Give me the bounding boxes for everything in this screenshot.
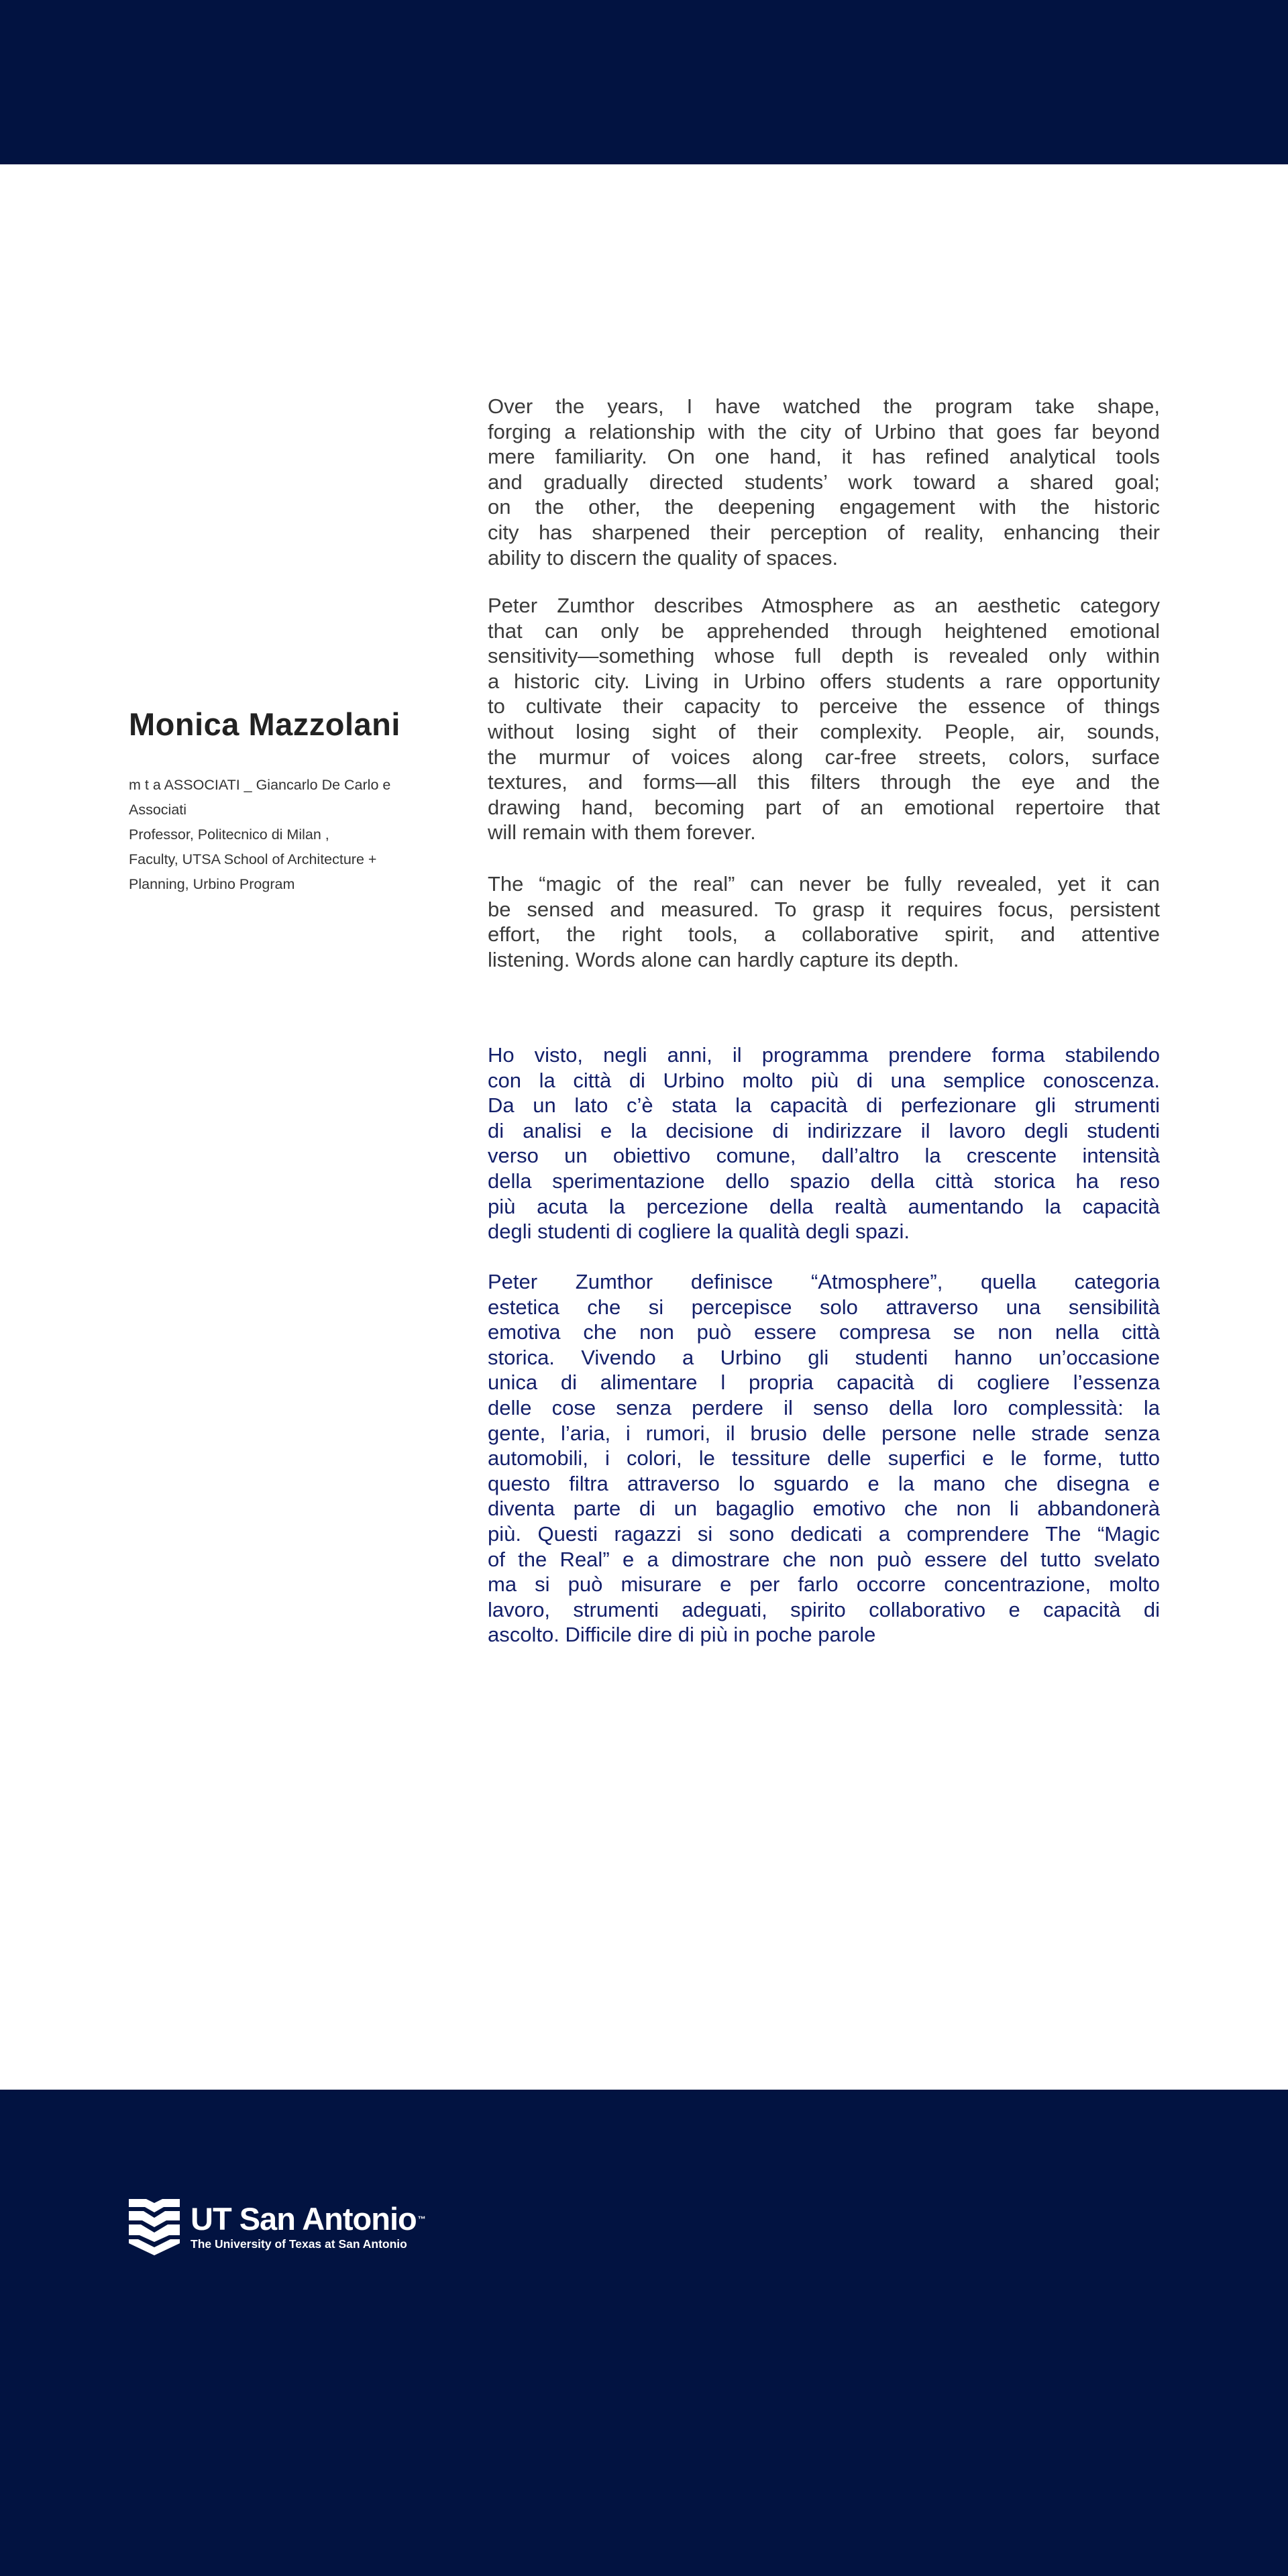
text-line: ascolto. Difficile dire di più in poche parole bbox=[488, 1623, 876, 1647]
text-line: diventa parte di un bagaglio emotivo che non li abbandonerà bbox=[488, 1497, 1160, 1521]
text-line: Da un lato c’è stata la capacità di perfezionare gli strumenti bbox=[488, 1093, 1160, 1118]
text-line: be sensed and measured. To grasp it requires focus, persistent bbox=[488, 897, 1160, 921]
text-line: unica di alimentare l propria capacità di cogliere l’essenza bbox=[488, 1371, 1160, 1395]
text-line: delle cose senza perdere il senso della loro complessità: la bbox=[488, 1395, 1160, 1419]
text-line: the murmur of voices along car-free streets, colors, surface bbox=[488, 745, 1160, 769]
footer-banner bbox=[0, 2090, 1288, 2576]
text-line: questo filtra attraverso lo sguardo e la mano che disegna e bbox=[488, 1471, 1160, 1495]
english-paragraph-2 bbox=[488, 593, 1160, 845]
text-line: textures, and forms—all this filters through the eye and the bbox=[488, 770, 1160, 794]
text-line: The “magic of the real” can never be fully revealed, yet it can bbox=[488, 872, 1160, 896]
text-line: emotiva che non può essere compresa se non nella città bbox=[488, 1320, 1160, 1344]
affiliation-line: Associati bbox=[129, 802, 187, 818]
italian-paragraph-2 bbox=[488, 1269, 1160, 1648]
affiliation-line: Planning, Urbino Program bbox=[129, 876, 295, 892]
text-line: Peter Zumthor definisce “Atmosphere”, quella categoria bbox=[488, 1270, 1160, 1293]
text-line: that can only be apprehended through heightened emotional bbox=[488, 619, 1160, 643]
affiliation-line: m t a ASSOCIATI _ Giancarlo De Carlo e bbox=[129, 777, 391, 793]
text-line: gente, l’aria, i rumori, il brusio delle persone nelle strade senza bbox=[488, 1421, 1160, 1445]
text-line: a historic city. Living in Urbino offers students a rare opportunity bbox=[488, 669, 1160, 693]
text-line: on the other, the deepening engagement with the historic bbox=[488, 495, 1160, 519]
text-line: di analisi e la decisione di indirizzare il lavoro degli studenti bbox=[488, 1118, 1160, 1142]
text-line: Over the years, I have watched the program take shape, bbox=[488, 394, 1160, 418]
affiliation-line: Faculty, UTSA School of Architecture + bbox=[129, 851, 377, 867]
utsa-shield-icon bbox=[129, 2199, 180, 2255]
logo-subtitle: The University of Texas at San Antonio bbox=[191, 2237, 407, 2251]
top-banner bbox=[0, 0, 1288, 164]
italian-paragraph-1 bbox=[488, 1042, 1160, 1244]
text-line: without losing sight of their complexity. People, air, sounds, bbox=[488, 719, 1160, 743]
text-line: will remain with them forever. bbox=[488, 820, 756, 845]
text-line: listening. Words alone can hardly capture its depth. bbox=[488, 947, 959, 971]
trademark-symbol: ™ bbox=[417, 2214, 425, 2224]
text-line: sensitivity—something whose full depth is revealed only within bbox=[488, 644, 1160, 668]
text-line: effort, the right tools, a collaborative spirit, and attentive bbox=[488, 922, 1160, 947]
text-line: degli studenti di cogliere la qualità degli spazi. bbox=[488, 1220, 910, 1244]
text-line: ma si può misurare e per farlo occorre concentrazione, molto bbox=[488, 1572, 1160, 1597]
affiliation-line: Professor, Politecnico di Milan , bbox=[129, 826, 329, 843]
text-line: lavoro, strumenti adeguati, spirito collaborativo e capacità di bbox=[488, 1597, 1160, 1621]
text-line: and gradually directed students’ work toward a shared goal; bbox=[488, 470, 1160, 494]
utsa-logo bbox=[129, 2199, 425, 2255]
text-line: ability to discern the quality of spaces. bbox=[488, 545, 839, 570]
text-line: estetica che si percepisce solo attraverso una sensibilità bbox=[488, 1295, 1160, 1319]
text-line: più. Questi ragazzi si sono dedicati a comprendere The “Magic bbox=[488, 1521, 1160, 1546]
text-line: più acuta la percezione della realtà aumentando la capacità bbox=[488, 1194, 1160, 1218]
text-line: storica. Vivendo a Urbino gli studenti hanno un’occasione bbox=[488, 1345, 1160, 1369]
text-line: city has sharpened their perception of reality, enhancing their bbox=[488, 520, 1160, 544]
author-name: Monica Mazzolani bbox=[129, 706, 400, 742]
logo-wordmark: UT San Antonio bbox=[191, 2201, 417, 2237]
text-line: verso un obiettivo comune, dall’altro la crescente intensità bbox=[488, 1144, 1160, 1168]
text-line: to cultivate their capacity to perceive the essence of things bbox=[488, 694, 1160, 718]
text-line: con la città di Urbino molto più di una semplice conoscenza. bbox=[488, 1068, 1160, 1092]
text-line: della sperimentazione dello spazio della città storica ha reso bbox=[488, 1169, 1160, 1193]
text-line: Ho visto, negli anni, il programma prendere forma stabilendo bbox=[488, 1043, 1160, 1067]
english-paragraph-3 bbox=[488, 871, 1160, 972]
author-affiliation bbox=[129, 773, 444, 897]
text-line: automobili, i colori, le tessiture delle superfici e le forme, tutto bbox=[488, 1446, 1160, 1470]
text-line: forging a relationship with the city of Urbino that goes far beyond bbox=[488, 419, 1160, 443]
text-line: mere familiarity. On one hand, it has refined analytical tools bbox=[488, 445, 1160, 469]
text-line: Peter Zumthor describes Atmosphere as an aesthetic category bbox=[488, 594, 1160, 617]
text-line: drawing hand, becoming part of an emotional repertoire that bbox=[488, 795, 1160, 819]
english-paragraph-1 bbox=[488, 394, 1160, 570]
text-line: of the Real” e a dimostrare che non può essere del tutto svelato bbox=[488, 1547, 1160, 1571]
